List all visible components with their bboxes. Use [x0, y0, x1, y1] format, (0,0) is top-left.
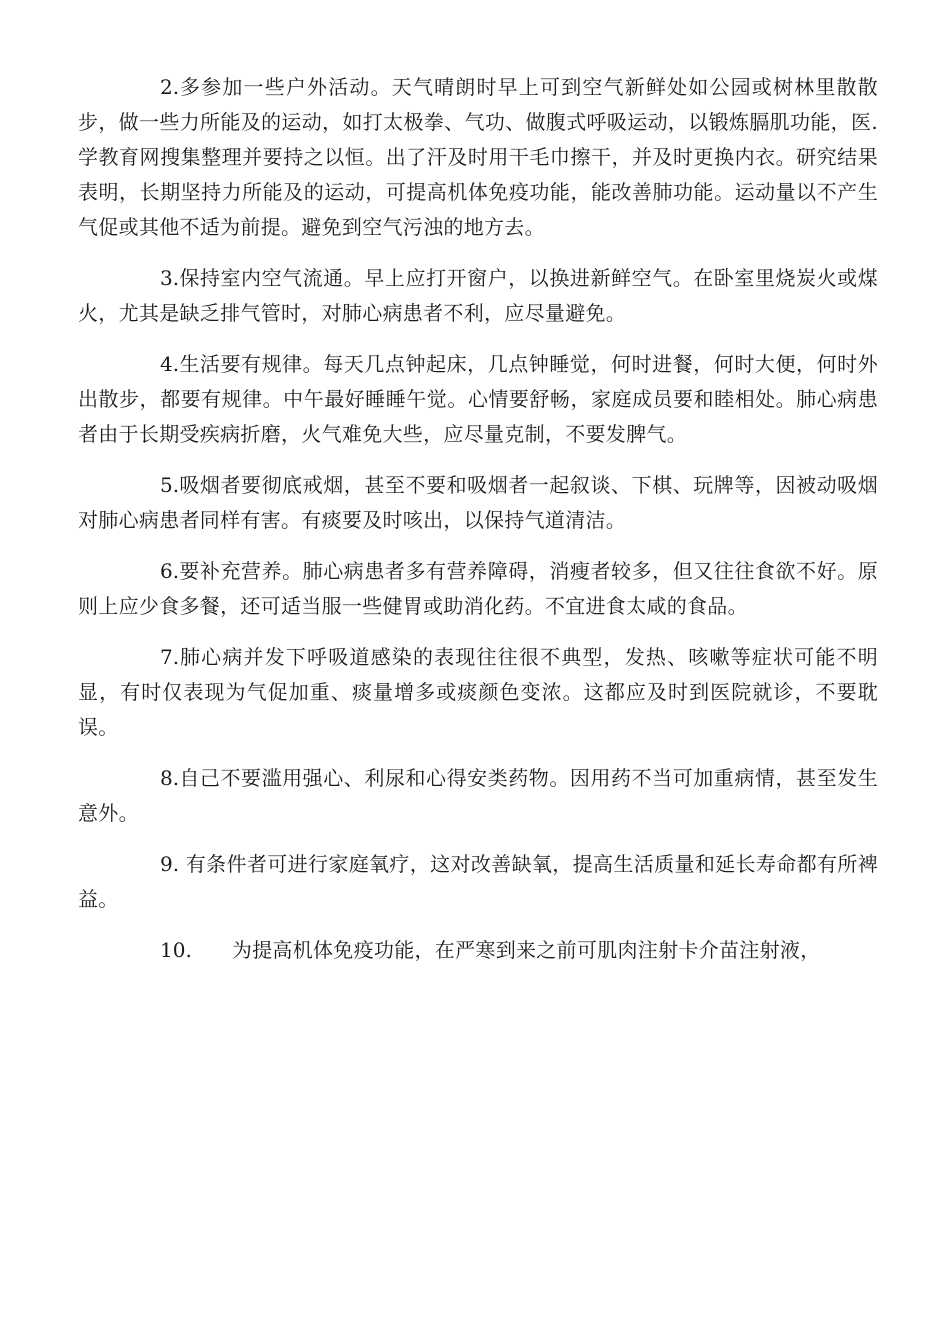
paragraph-number: 9. [160, 852, 180, 876]
paragraph-text: 生活要有规律。每天几点钟起床，几点钟睡觉，何时进餐，何时大便，何时外出散步，都要有规律。中午最好睡睡午觉。心情要舒畅，家庭成员要和睦相处。肺心病患者由于长期受疾病折磨，火气难免大些，应尽量克制，不要发脾气。 [78, 352, 878, 446]
paragraph-number: 10. [160, 938, 192, 962]
paragraph-number: 6. [160, 559, 180, 583]
paragraph-5 [78, 468, 878, 538]
paragraph-number: 3. [160, 266, 180, 290]
paragraph-number: 8. [160, 766, 180, 790]
paragraph-3 [78, 261, 878, 331]
paragraph-6 [78, 554, 878, 624]
paragraph-text: 自己不要滥用强心、利尿和心得安类药物。因用药不当可加重病情，甚至发生意外。 [78, 766, 878, 825]
paragraph-number: 4. [160, 352, 180, 376]
paragraph-8 [78, 761, 878, 831]
paragraph-2 [78, 70, 878, 245]
paragraph-number: 7. [160, 645, 180, 669]
paragraph-9 [78, 847, 878, 917]
paragraph-text: 多参加一些户外活动。天气晴朗时早上可到空气新鲜处如公园或树林里散散步，做一些力所能及的运动，如打太极拳、气功、做腹式呼吸运动，以锻炼膈肌功能，医.学教育网搜集整理并要持之以恒。出了汗及时用干毛巾擦干，并及时更换内衣。研究结果表明，长期坚持力所能及的运动，可提高机体免疫功能，能改善肺功能。运动量以不产生气促或其他不适为前提。避免到空气污浊的地方去。 [78, 75, 878, 239]
paragraph-text: 为提高机体免疫功能，在严寒到来之前可肌肉注射卡介苗注射液， [231, 938, 821, 962]
paragraph-text: 保持室内空气流通。早上应打开窗户，以换进新鲜空气。在卧室里烧炭火或煤火，尤其是缺乏排气管时，对肺心病患者不利，应尽量避免。 [78, 266, 878, 325]
paragraph-number: 2. [160, 75, 180, 99]
paragraph-text: 吸烟者要彻底戒烟，甚至不要和吸烟者一起叙谈、下棋、玩牌等，因被动吸烟对肺心病患者同样有害。有痰要及时咳出，以保持气道清洁。 [78, 473, 878, 532]
paragraph-text: 要补充营养。肺心病患者多有营养障碍，消瘦者较多，但又往往食欲不好。原则上应少食多餐，还可适当服一些健胃或助消化药。不宜进食太咸的食品。 [78, 559, 878, 618]
document-body [78, 70, 878, 968]
paragraph-text: 肺心病并发下呼吸道感染的表现往往很不典型，发热、咳嗽等症状可能不明显，有时仅表现为气促加重、痰量增多或痰颜色变浓。这都应及时到医院就诊，不要耽误。 [78, 645, 878, 739]
paragraph-number: 5. [160, 473, 180, 497]
paragraph-10 [78, 933, 878, 968]
paragraph-text: 有条件者可进行家庭氧疗，这对改善缺氧，提高生活质量和延长寿命都有所裨益。 [78, 852, 878, 911]
paragraph-4 [78, 347, 878, 452]
paragraph-7 [78, 640, 878, 745]
